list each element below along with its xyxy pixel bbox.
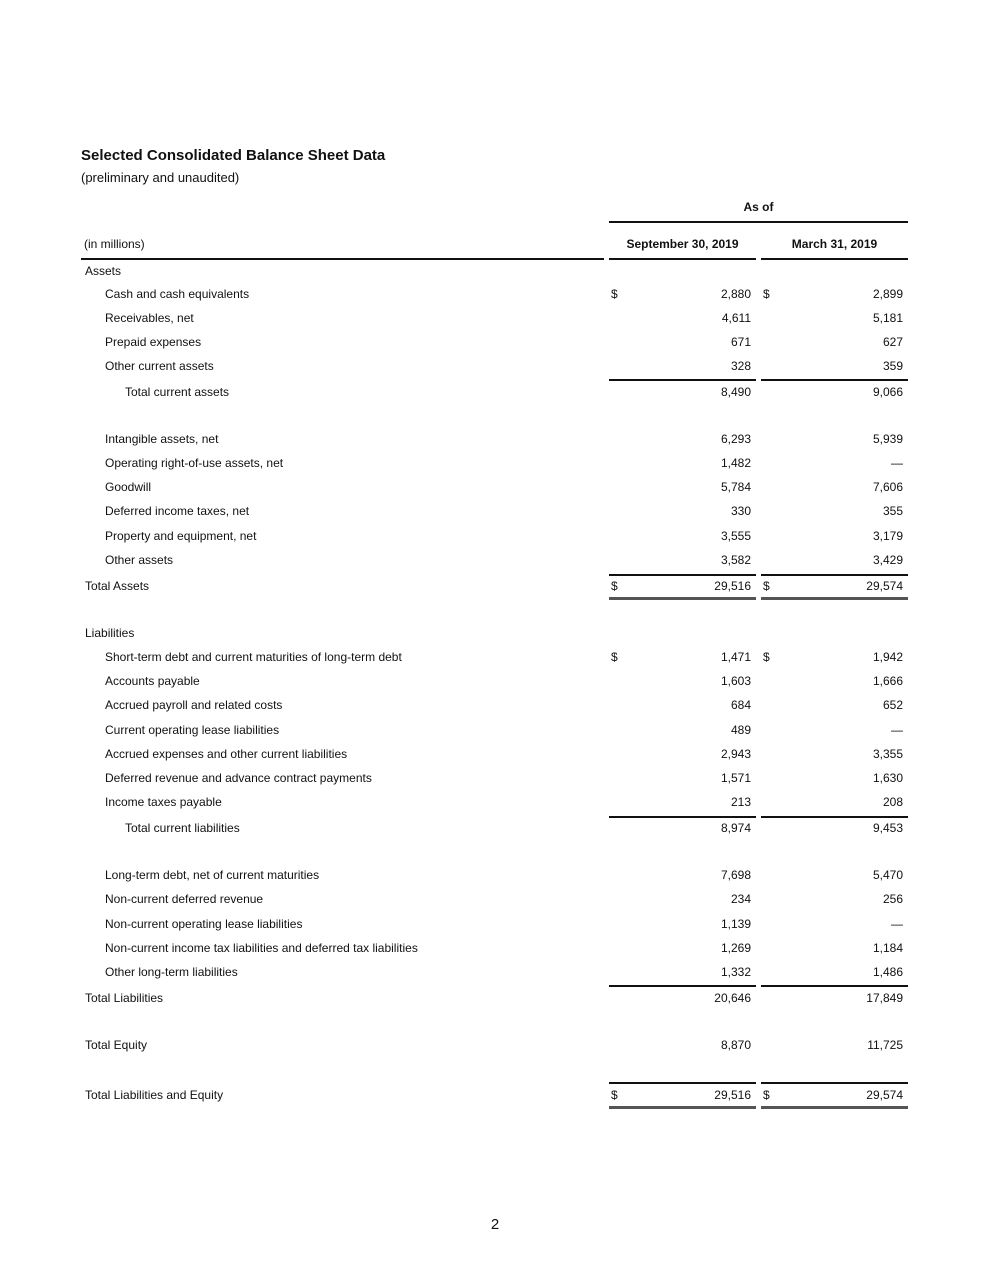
value-sep-2019: 6,293 [720, 432, 751, 446]
currency-symbol: $ [763, 579, 770, 593]
value-mar-2019: 208 [882, 795, 903, 809]
value-sep-2019: 8,490 [720, 385, 751, 399]
value-sep-2019: 29,516 [714, 579, 751, 593]
value-mar-2019: 3,355 [872, 747, 903, 761]
row-label: Other current assets [105, 359, 214, 373]
row-label: Goodwill [105, 480, 152, 494]
value-sep-2019: 489 [730, 723, 751, 737]
currency-symbol: $ [611, 1088, 618, 1102]
value-sep-2019: 330 [730, 504, 751, 518]
row-label: Operating right-of-use assets, net [105, 456, 284, 470]
units-label: (in millions) [84, 237, 145, 251]
value-sep-2019: 5,784 [720, 480, 751, 494]
rule-total-assets-top-col1 [609, 574, 756, 576]
table-row [0, 529, 990, 549]
rule-total-assets-bottom-col2 [761, 597, 908, 600]
row-label: Current operating lease liabilities [105, 723, 280, 737]
value-sep-2019: 2,880 [720, 287, 751, 301]
row-label: Liabilities [85, 626, 135, 640]
row-label: Total current liabilities [125, 821, 240, 835]
table-row [0, 480, 990, 500]
value-sep-2019: 234 [730, 892, 751, 906]
value-mar-2019: 256 [882, 892, 903, 906]
value-mar-2019: 5,939 [872, 432, 903, 446]
currency-symbol: $ [763, 287, 770, 301]
rule-current-assets-col1 [609, 379, 756, 381]
value-mar-2019: 5,470 [872, 868, 903, 882]
currency-symbol: $ [611, 287, 618, 301]
value-sep-2019: 1,482 [720, 456, 751, 470]
value-sep-2019: 3,582 [720, 553, 751, 567]
value-mar-2019: 29,574 [866, 579, 903, 593]
value-mar-2019: 1,666 [872, 674, 903, 688]
value-mar-2019: — [891, 917, 903, 931]
table-row [0, 553, 990, 573]
value-sep-2019: 1,471 [720, 650, 751, 664]
value-sep-2019: 7,698 [720, 868, 751, 882]
value-sep-2019: 8,974 [720, 821, 751, 835]
row-label: Income taxes payable [105, 795, 222, 809]
value-mar-2019: 3,179 [872, 529, 903, 543]
table-row [0, 1038, 990, 1058]
row-label: Receivables, net [105, 311, 194, 325]
table-row [0, 456, 990, 476]
table-row [0, 821, 990, 841]
value-mar-2019: 2,899 [872, 287, 903, 301]
row-label: Total Liabilities [85, 991, 164, 1005]
table-row [0, 579, 990, 599]
currency-symbol: $ [763, 650, 770, 664]
rule-total-liabilities-col2 [761, 985, 908, 987]
row-label: Intangible assets, net [105, 432, 219, 446]
row-label: Non-current income tax liabilities and deferred tax liabilities [105, 941, 418, 955]
value-sep-2019: 1,139 [720, 917, 751, 931]
table-row [0, 626, 990, 646]
rule-current-assets-col2 [761, 379, 908, 381]
column-header-mar-2019: March 31, 2019 [791, 237, 878, 251]
value-sep-2019: 1,571 [720, 771, 751, 785]
value-sep-2019: 1,269 [720, 941, 751, 955]
value-mar-2019: 7,606 [872, 480, 903, 494]
row-label: Non-current deferred revenue [105, 892, 264, 906]
value-sep-2019: 20,646 [714, 991, 751, 1005]
row-label: Accounts payable [105, 674, 200, 688]
table-row [0, 650, 990, 670]
row-label: Accrued expenses and other current liabilities [105, 747, 348, 761]
row-label: Property and equipment, net [105, 529, 257, 543]
value-mar-2019: 359 [882, 359, 903, 373]
row-label: Total current assets [125, 385, 230, 399]
report-title: Selected Consolidated Balance Sheet Data [81, 147, 386, 164]
table-row [0, 264, 990, 284]
header-rule-col2 [761, 258, 908, 260]
value-sep-2019: 1,332 [720, 965, 751, 979]
page-number: 2 [490, 1216, 500, 1233]
rule-total-assets-top-col2 [761, 574, 908, 576]
value-mar-2019: 1,486 [872, 965, 903, 979]
value-sep-2019: 1,603 [720, 674, 751, 688]
table-row [0, 892, 990, 912]
row-label: Non-current operating lease liabilities [105, 917, 303, 931]
table-row [0, 359, 990, 379]
rule-total-liabilities-col1 [609, 985, 756, 987]
value-sep-2019: 3,555 [720, 529, 751, 543]
table-row [0, 287, 990, 307]
table-row [0, 311, 990, 331]
value-mar-2019: — [891, 456, 903, 470]
value-sep-2019: 684 [730, 698, 751, 712]
value-mar-2019: 652 [882, 698, 903, 712]
rule-total-le-top-col1 [609, 1082, 756, 1084]
row-label: Assets [85, 264, 122, 278]
row-label: Total Liabilities and Equity [85, 1088, 224, 1102]
table-row [0, 504, 990, 524]
table-row [0, 432, 990, 452]
row-label: Long-term debt, net of current maturities [105, 868, 320, 882]
rule-total-assets-bottom-col1 [609, 597, 756, 600]
rule-current-liabilities-col2 [761, 816, 908, 818]
table-row [0, 385, 990, 405]
value-mar-2019: 17,849 [866, 991, 903, 1005]
value-sep-2019: 2,943 [720, 747, 751, 761]
row-label: Deferred income taxes, net [105, 504, 250, 518]
rule-total-le-top-col2 [761, 1082, 908, 1084]
table-row [0, 674, 990, 694]
value-sep-2019: 8,870 [720, 1038, 751, 1052]
value-mar-2019: 355 [882, 504, 903, 518]
currency-symbol: $ [611, 579, 618, 593]
value-sep-2019: 671 [730, 335, 751, 349]
value-mar-2019: — [891, 723, 903, 737]
currency-symbol: $ [763, 1088, 770, 1102]
value-sep-2019: 213 [730, 795, 751, 809]
value-mar-2019: 627 [882, 335, 903, 349]
rule-total-le-bottom-col2 [761, 1106, 908, 1109]
value-mar-2019: 5,181 [872, 311, 903, 325]
table-row [0, 868, 990, 888]
as-of-header: As of [743, 200, 774, 214]
table-row [0, 723, 990, 743]
header-rule-label [81, 258, 604, 260]
rule-total-le-bottom-col1 [609, 1106, 756, 1109]
value-mar-2019: 29,574 [866, 1088, 903, 1102]
table-row [0, 335, 990, 355]
value-mar-2019: 1,630 [872, 771, 903, 785]
row-label: Total Equity [85, 1038, 148, 1052]
row-label: Prepaid expenses [105, 335, 202, 349]
table-row [0, 991, 990, 1011]
row-label: Cash and cash equivalents [105, 287, 250, 301]
table-row [0, 747, 990, 767]
row-label: Accrued payroll and related costs [105, 698, 283, 712]
value-mar-2019: 1,184 [872, 941, 903, 955]
row-label: Total Assets [85, 579, 150, 593]
currency-symbol: $ [611, 650, 618, 664]
value-sep-2019: 328 [730, 359, 751, 373]
table-row [0, 965, 990, 985]
table-row [0, 795, 990, 815]
rule-current-liabilities-col1 [609, 816, 756, 818]
value-mar-2019: 9,453 [872, 821, 903, 835]
value-mar-2019: 9,066 [872, 385, 903, 399]
value-mar-2019: 3,429 [872, 553, 903, 567]
value-mar-2019: 1,942 [872, 650, 903, 664]
table-row [0, 698, 990, 718]
row-label: Deferred revenue and advance contract payments [105, 771, 372, 785]
report-subtitle: (preliminary and unaudited) [81, 170, 240, 185]
table-row [0, 771, 990, 791]
table-row [0, 1088, 990, 1108]
column-header-sep-2019: September 30, 2019 [626, 237, 739, 251]
value-mar-2019: 11,725 [867, 1038, 903, 1052]
table-row [0, 941, 990, 961]
row-label: Other assets [105, 553, 174, 567]
table-row [0, 917, 990, 937]
value-sep-2019: 29,516 [714, 1088, 751, 1102]
row-label: Short-term debt and current maturities of long-term debt [105, 650, 402, 664]
value-sep-2019: 4,611 [721, 311, 751, 325]
row-label: Other long-term liabilities [105, 965, 238, 979]
as-of-rule [609, 221, 908, 223]
header-rule-col1 [609, 258, 756, 260]
